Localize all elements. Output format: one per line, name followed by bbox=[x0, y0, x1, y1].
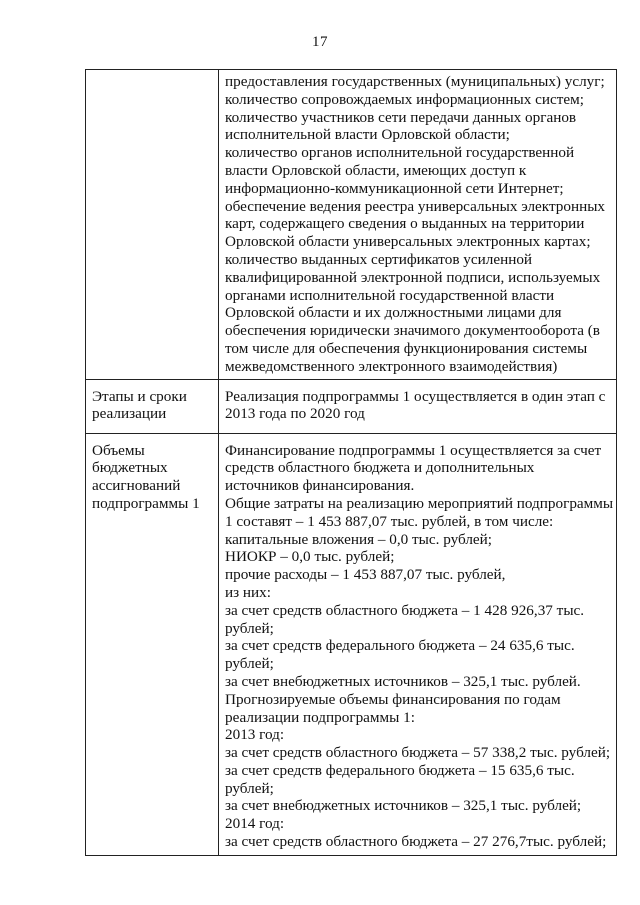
text-line: Прогнозируемые объемы финансирования по годам bbox=[225, 690, 561, 708]
passport-table bbox=[85, 69, 617, 856]
text-line: за счет средств федерального бюджета – 15 635,6 тыс. bbox=[225, 761, 575, 779]
text-line: карт, содержащего сведения о выданных на территории bbox=[225, 215, 585, 233]
table-row bbox=[86, 379, 617, 433]
text-line: источников финансирования. bbox=[225, 477, 415, 495]
text-line: бюджетных bbox=[92, 459, 168, 477]
text-line: Реализация подпрограммы 1 осуществляется в один этап с bbox=[225, 387, 606, 405]
text-line: количество сопровождаемых информационных систем; bbox=[225, 90, 584, 108]
text-line: количество участников сети передачи данных органов bbox=[225, 108, 577, 126]
row-label-cell bbox=[86, 379, 219, 433]
text-line: 2013 года по 2020 год bbox=[225, 405, 365, 423]
text-line: количество выданных сертификатов усиленной bbox=[225, 250, 533, 268]
text-line: органами исполнительной государственной власти bbox=[225, 286, 555, 304]
text-line: Орловской области универсальных электронных картах; bbox=[225, 233, 591, 251]
text-line: 2013 год: bbox=[225, 726, 285, 744]
text-line: за счет внебюджетных источников – 325,1 тыс. рублей. bbox=[225, 672, 581, 690]
text-line: Объемы bbox=[92, 441, 145, 459]
row-content-cell bbox=[219, 70, 617, 380]
text-line: Финансирование подпрограммы 1 осуществляется за счет bbox=[225, 441, 602, 459]
page-number: 17 bbox=[312, 34, 328, 50]
text-line: за счет средств областного бюджета – 27 276,7тыс. рублей; bbox=[225, 833, 607, 851]
text-line: рублей; bbox=[225, 779, 274, 797]
text-line: обеспечения юридически значимого документооборота (в bbox=[225, 322, 600, 340]
text-line: из них: bbox=[225, 583, 271, 601]
text-line: власти Орловской области, имеющих доступ к bbox=[225, 161, 527, 179]
text-line: Этапы и сроки bbox=[92, 387, 187, 405]
text-line: реализации bbox=[92, 405, 167, 423]
text-line: прочие расходы – 1 453 887,07 тыс. рублей, bbox=[225, 566, 506, 584]
row-label-cell bbox=[86, 70, 219, 380]
text-line: 1 составят – 1 453 887,07 тыс. рублей, в том числе: bbox=[225, 512, 554, 530]
text-line: Общие затраты на реализацию мероприятий подпрограммы bbox=[225, 494, 614, 512]
text-line: обеспечение ведения реестра универсальных электронных bbox=[225, 197, 606, 215]
text-line: НИОКР – 0,0 тыс. рублей; bbox=[225, 548, 395, 566]
text-line: Орловской области и их должностными лицами для bbox=[225, 304, 562, 322]
text-line: реализации подпрограммы 1: bbox=[225, 708, 415, 726]
text-line: том числе для обеспечения функционирования системы bbox=[225, 339, 588, 357]
table-row bbox=[86, 70, 617, 380]
text-line: предоставления государственных (муниципальных) услуг; bbox=[225, 73, 605, 90]
text-line: за счет внебюджетных источников – 325,1 тыс. рублей; bbox=[225, 797, 582, 815]
text-line: за счет средств областного бюджета – 1 428 926,37 тыс. bbox=[225, 601, 585, 619]
text-line: исполнительной власти Орловской области; bbox=[225, 126, 510, 144]
row-content-cell bbox=[219, 379, 617, 433]
text-line: количество органов исполнительной государственной bbox=[225, 144, 575, 162]
text-line: за счет средств федерального бюджета – 24 635,6 тыс. bbox=[225, 637, 575, 655]
text-line: 2014 год: bbox=[225, 815, 285, 833]
text-line: за счет средств областного бюджета – 57 338,2 тыс. рублей; bbox=[225, 744, 611, 762]
text-line: подпрограммы 1 bbox=[92, 494, 200, 512]
text-line: информационно-коммуникационной сети Интернет; bbox=[225, 179, 564, 197]
text-line: рублей; bbox=[225, 619, 274, 637]
text-line: рублей; bbox=[225, 655, 274, 673]
table-row bbox=[86, 433, 617, 855]
text-line: ассигнований bbox=[92, 477, 181, 495]
row-content-cell bbox=[219, 433, 617, 855]
text-line: межведомственного электронного взаимодействия) bbox=[225, 357, 558, 375]
text-line: капитальные вложения – 0,0 тыс. рублей; bbox=[225, 530, 493, 548]
text-line: квалифицированной электронной подписи, используемых bbox=[225, 268, 601, 286]
text-line: средств областного бюджета и дополнительных bbox=[225, 459, 535, 477]
row-label-cell bbox=[86, 433, 219, 855]
